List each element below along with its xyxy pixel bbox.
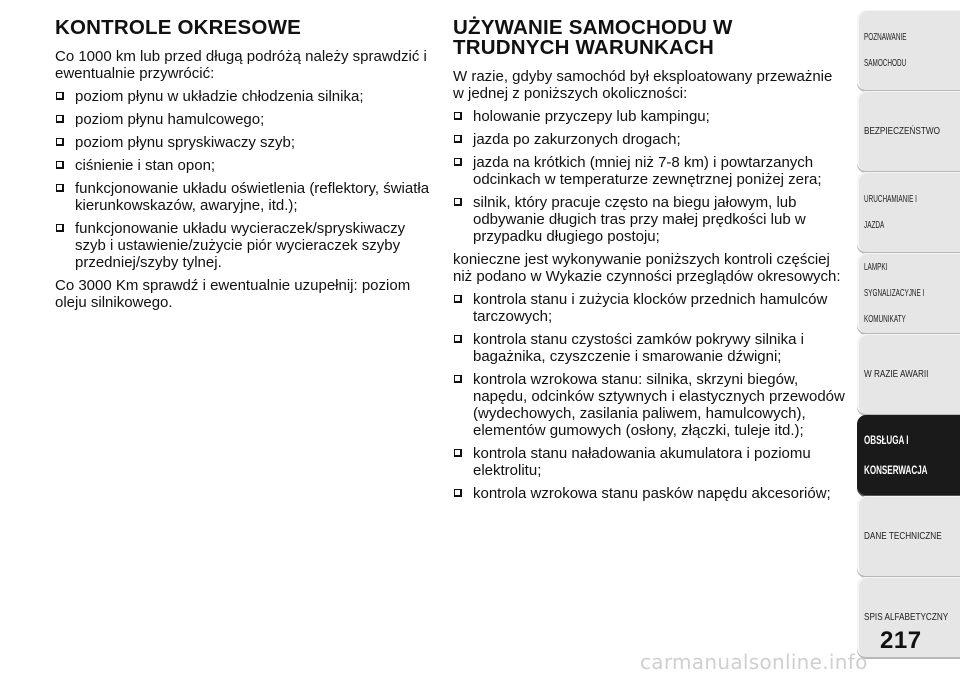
tab-spis-alfabetyczny[interactable]: SPIS ALFABETYCZNY — [857, 577, 960, 657]
list-item: kontrola wzrokowa stanu pasków napędu akcesoriów; — [453, 485, 845, 502]
tab-poznawanie-samochodu[interactable]: POZNAWANIE SAMOCHODU — [857, 10, 960, 90]
list-item: jazda po zakurzonych drogach; — [453, 131, 845, 148]
conditions-list — [453, 108, 845, 245]
checkbox-bullet-icon — [454, 489, 462, 497]
list-item: silnik, który pracuje często na biegu jałowym, lub odbywanie długich tras przy małej prędkości lub w przypadku długiego postoju; — [453, 194, 845, 245]
left-column — [55, 18, 435, 317]
checkbox-bullet-icon — [56, 161, 64, 169]
watermark-text: carmanualsonline.info — [640, 650, 868, 674]
checkbox-bullet-icon — [56, 115, 64, 123]
tab-uruchamianie-i-jazda[interactable]: URUCHAMIANIE I JAZDA — [857, 172, 960, 252]
section-heading-difficult-conditions: UŻYWANIE SAMOCHODU W TRUDNYCH WARUNKACH — [453, 16, 733, 59]
tab-lampki-sygnalizacyjne[interactable]: LAMPKI SYGNALIZACYJNE I KOMUNIKATY — [857, 253, 960, 333]
list-item: poziom płynu spryskiwaczy szyb; — [55, 134, 435, 151]
checkbox-bullet-icon — [454, 335, 462, 343]
checkbox-bullet-icon — [454, 112, 462, 120]
list-item: jazda na krótkich (mniej niż 7-8 km) i powtarzanych odcinkach w temperaturze zewnętrznej poniżej zera; — [453, 154, 845, 188]
tab-w-razie-awarii[interactable]: W RAZIE AWARII — [857, 334, 960, 414]
right-middle: konieczne jest wykonywanie poniższych kontroli częściej niż podano w Wykazie czynności przeglądów okresowych: — [453, 251, 841, 285]
checkbox-bullet-icon — [454, 295, 462, 303]
page-number: 217 — [880, 627, 922, 654]
left-checklist — [55, 88, 435, 271]
tab-dane-techniczne[interactable]: DANE TECHNICZNE — [857, 496, 960, 576]
checkbox-bullet-icon — [56, 138, 64, 146]
checks-list — [453, 291, 845, 502]
list-item: poziom płynu w układzie chłodzenia silnika; — [55, 88, 435, 105]
tab-obsluga-i-konserwacja[interactable]: OBSŁUGA I KONSERWACJA — [857, 415, 960, 495]
checkbox-bullet-icon — [454, 449, 462, 457]
left-outro: Co 3000 Km sprawdź i ewentualnie uzupełnij: poziom oleju silnikowego. — [55, 277, 411, 311]
list-item: funkcjonowanie układu wycieraczek/spryskiwaczy szyb i ustawienie/zużycie piór wycieraczek szyby przedniej/szyby tylnej. — [55, 220, 435, 271]
list-item: kontrola stanu naładowania akumulatora i poziomu elektrolitu; — [453, 445, 845, 479]
left-intro: Co 1000 km lub przed długą podróżą należy sprawdzić i ewentualnie przywrócić: — [55, 48, 427, 82]
chapter-sidebar — [857, 10, 960, 658]
checkbox-bullet-icon — [56, 224, 64, 232]
list-item: kontrola wzrokowa stanu: silnika, skrzyni biegów, napędu, odcinków sztywnych i elastycznych przewodów (wydechowych, zasilania paliwem, hamulcowych), elementów gumowych (osłony, złączki, tuleje itd.); — [453, 371, 845, 439]
right-column — [453, 18, 845, 508]
checkbox-bullet-icon — [56, 184, 64, 192]
list-item: holowanie przyczepy lub kampingu; — [453, 108, 845, 125]
list-item: funkcjonowanie układu oświetlenia (reflektory, światła kierunkowskazów, awaryjne, itd.); — [55, 180, 435, 214]
list-item: kontrola stanu i zużycia klocków przednich hamulców tarczowych; — [453, 291, 845, 325]
right-intro: W razie, gdyby samochód był eksploatowany przeważnie w jednej z poniższych okoliczności: — [453, 68, 833, 102]
list-item: poziom płynu hamulcowego; — [55, 111, 435, 128]
list-item: kontrola stanu czystości zamków pokrywy silnika i bagażnika, czyszczenie i smarowanie dźwigni; — [453, 331, 845, 365]
tab-bezpieczenstwo[interactable]: BEZPIECZEŃSTWO — [857, 91, 960, 171]
checkbox-bullet-icon — [454, 375, 462, 383]
checkbox-bullet-icon — [454, 198, 462, 206]
checkbox-bullet-icon — [454, 158, 462, 166]
list-item: ciśnienie i stan opon; — [55, 157, 435, 174]
checkbox-bullet-icon — [56, 92, 64, 100]
section-heading-periodic-checks: KONTROLE OKRESOWE — [55, 16, 301, 39]
checkbox-bullet-icon — [454, 135, 462, 143]
